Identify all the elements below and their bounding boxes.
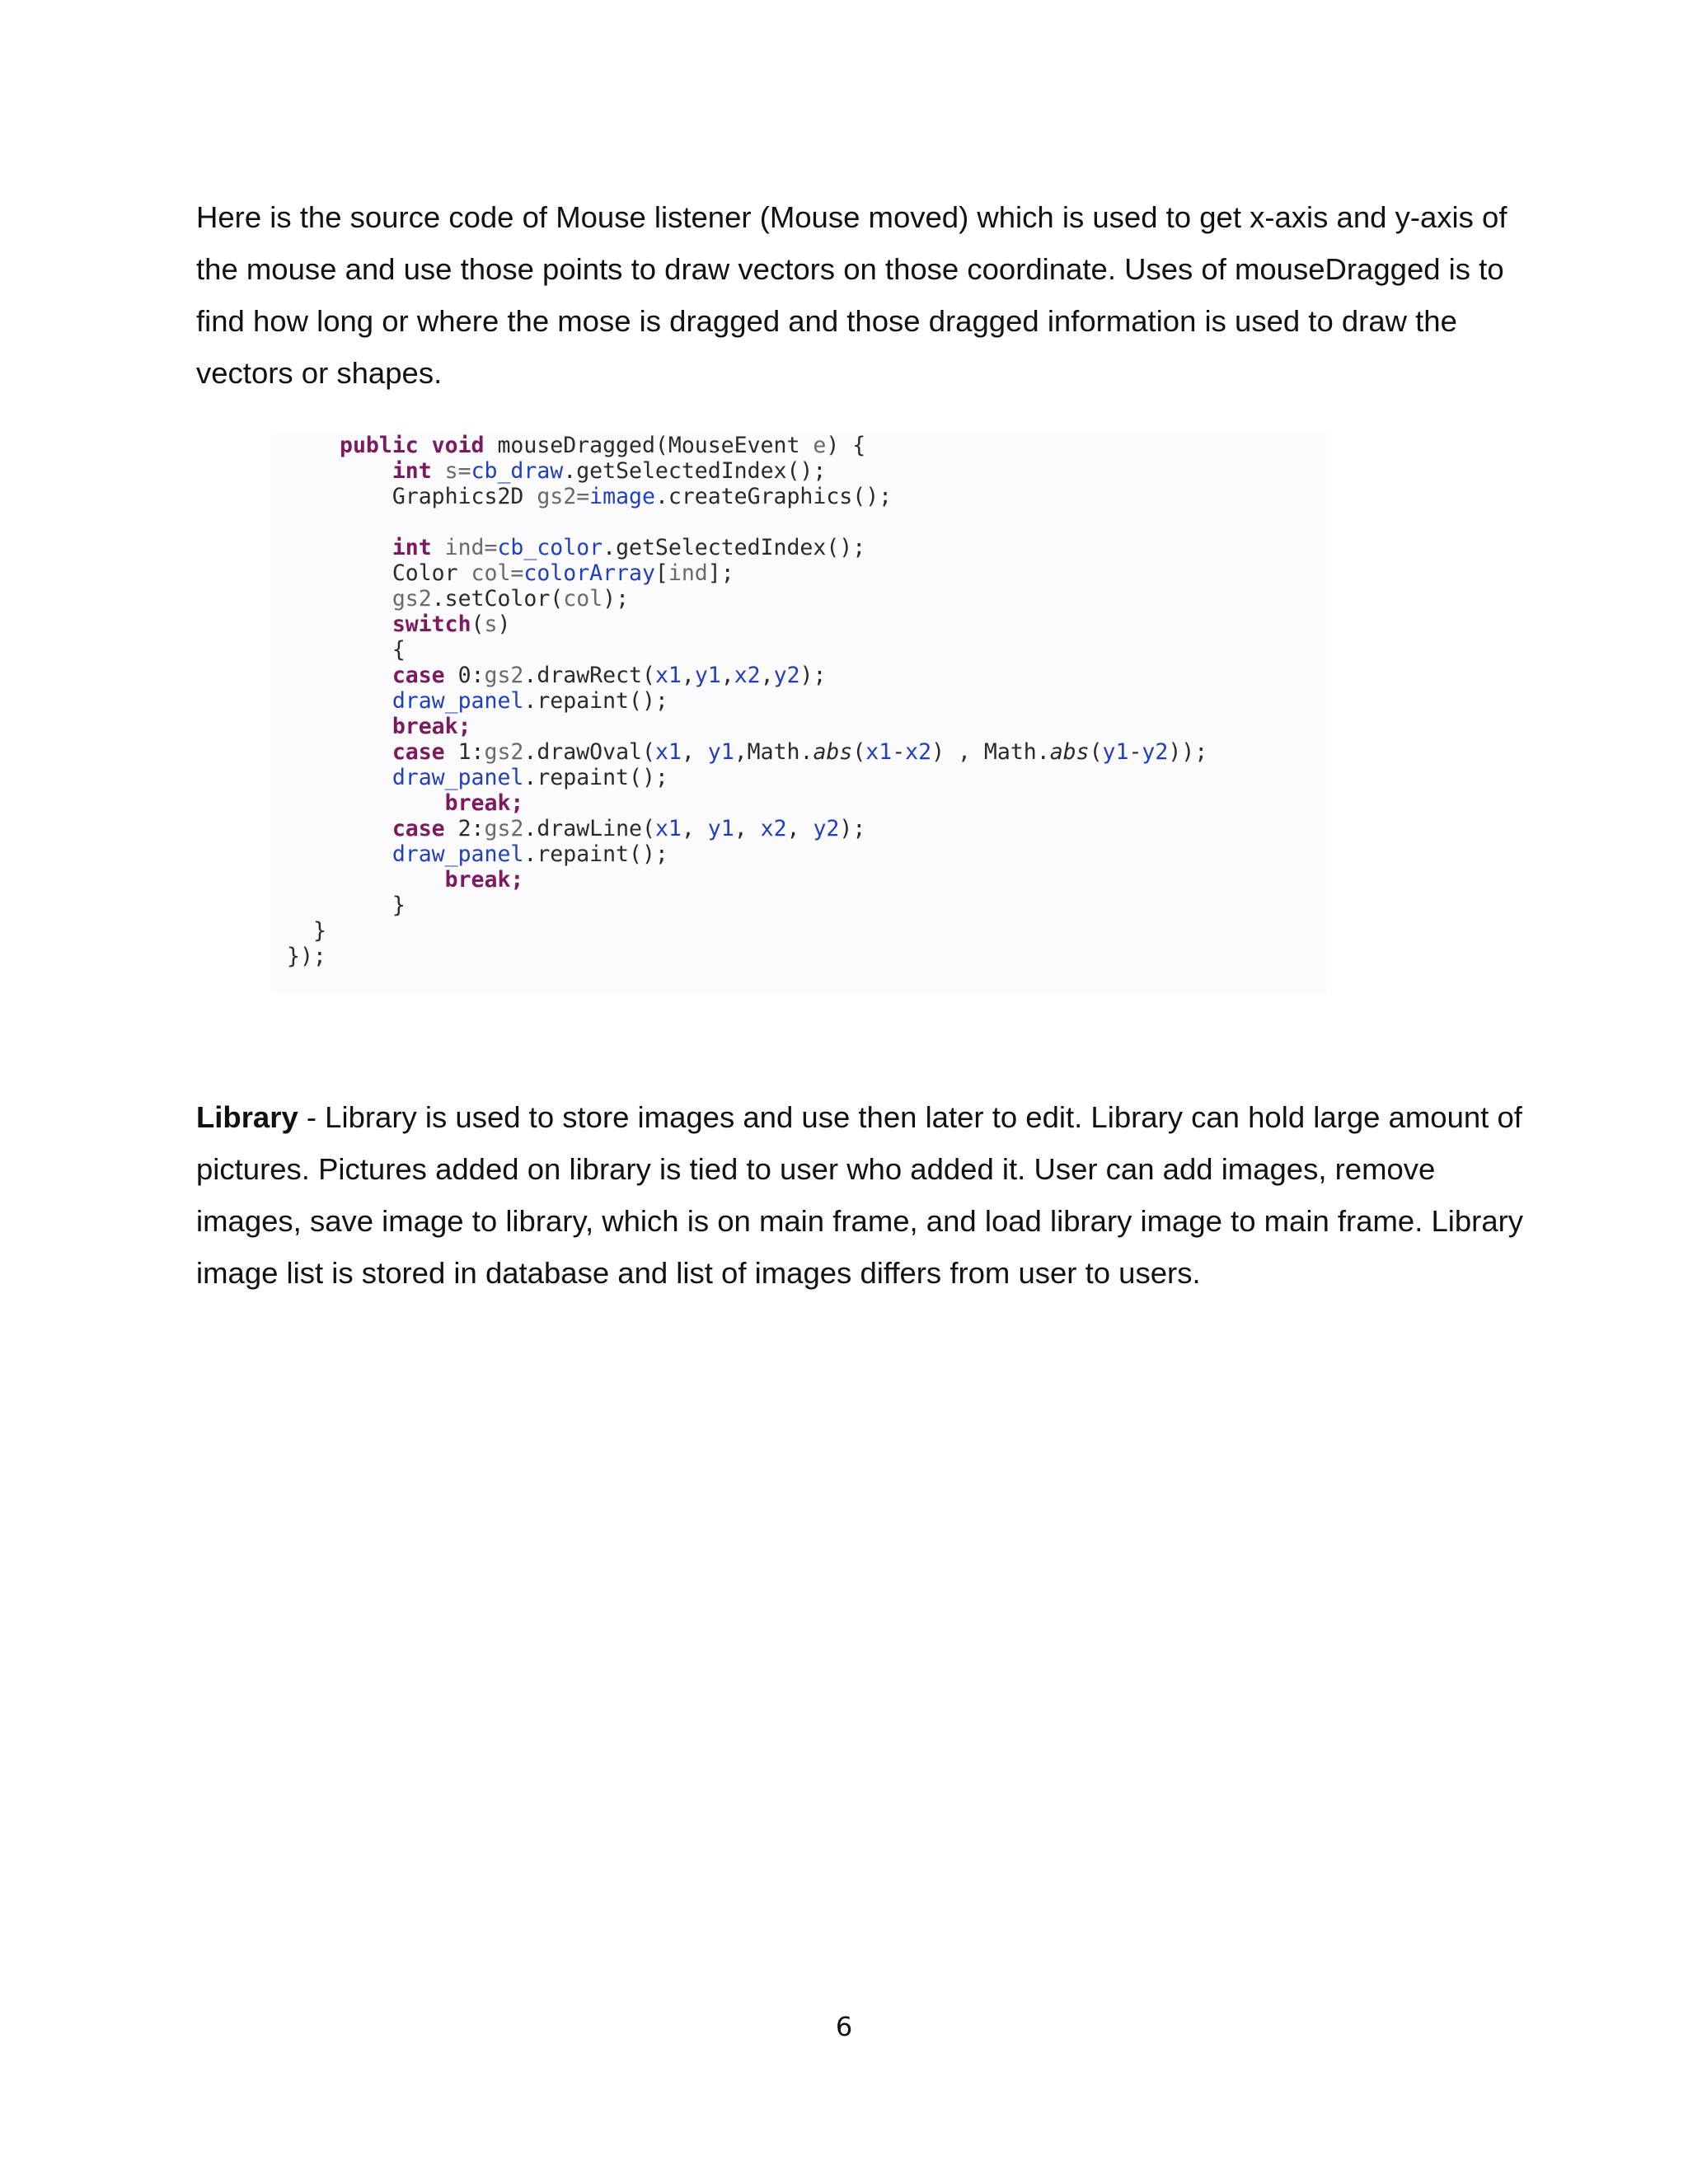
code-token: .repaint(); [523, 765, 668, 790]
code-token: , [681, 816, 708, 841]
code-token: x2 [734, 663, 761, 688]
code-token: y1 [707, 816, 734, 841]
code-token: { [340, 637, 406, 663]
code-token: - [1128, 739, 1142, 765]
code-token: ); [839, 816, 866, 841]
code-token: y2 [773, 663, 800, 688]
code-token: Graphics2D [340, 484, 537, 509]
code-token: x1 [654, 816, 682, 841]
code-token: col= [471, 560, 524, 586]
code-token: - [892, 739, 906, 765]
code-token: 2: [457, 816, 485, 841]
code-line [272, 688, 1207, 714]
code-token: x2 [905, 739, 932, 765]
code-token: .setColor( [431, 586, 564, 612]
code-token: y1 [694, 663, 721, 688]
code-token: s [484, 612, 498, 637]
code-token: gs2= [537, 484, 590, 509]
code-token: break; [340, 714, 471, 739]
code-token: int [340, 535, 445, 560]
code-line [272, 944, 1207, 969]
code-token: x1 [654, 663, 682, 688]
code-token: gs2 [484, 663, 524, 688]
code-token: ]; [707, 560, 734, 586]
code-token: y2 [1142, 739, 1169, 765]
code-token: y1 [1102, 739, 1129, 765]
code-token: ind= [444, 535, 498, 560]
code-token: [ [654, 560, 668, 586]
code-line [272, 433, 1207, 458]
code-token: , [681, 663, 695, 688]
code-token: col [563, 586, 603, 612]
code-token: ) { [826, 433, 866, 458]
code-token: 0: [457, 663, 485, 688]
code-token: y1 [707, 739, 734, 765]
code-line [272, 867, 1207, 893]
code-line [272, 790, 1207, 816]
code-line [272, 765, 1207, 790]
code-token: .drawOval( [523, 739, 655, 765]
code-token: , [734, 816, 761, 841]
code-token: cb_color [497, 535, 603, 560]
library-description: - Library is used to store images and use then later to edit. Library can hold large amount of pictures. Pictures added on library is tied to user who added it. User can add images, remove images, save image to library, which is on main frame, and load library image to main frame. Library image list is stored in database and list of images differs from user to users. [196, 1100, 1524, 1290]
code-token: x2 [760, 816, 787, 841]
page-number: 6 [835, 2011, 853, 2042]
code-token: break; [340, 790, 524, 816]
code-token: ind [668, 560, 708, 586]
code-token: gs2 [484, 739, 524, 765]
library-term: Library [196, 1100, 298, 1134]
code-token: } [340, 893, 406, 918]
code-line [272, 560, 1207, 586]
code-line [272, 663, 1207, 688]
code-token: )); [1168, 739, 1208, 765]
code-line [272, 918, 1207, 944]
code-line [272, 841, 1207, 867]
code-token: gs2 [340, 586, 432, 612]
code-token: 1: [457, 739, 485, 765]
code-line [272, 637, 1207, 663]
code-token: , [720, 663, 734, 688]
code-token: gs2 [484, 816, 524, 841]
code-token: Color [340, 560, 471, 586]
code-token: }); [287, 944, 326, 969]
code-token: x1 [865, 739, 893, 765]
library-paragraph [196, 1091, 1531, 1299]
code-token: s= [444, 458, 471, 484]
code-token: draw_panel [340, 688, 524, 714]
code-token: abs [1049, 739, 1090, 765]
code-token: .repaint(); [523, 841, 668, 867]
code-token: public void [340, 433, 498, 458]
code-token: int [340, 458, 445, 484]
code-token: , [681, 739, 708, 765]
code-token: case [340, 739, 458, 765]
code-line [272, 458, 1207, 484]
code-token: abs [813, 739, 853, 765]
code-token: case [340, 663, 458, 688]
code-token: , [786, 816, 814, 841]
code-token: .getSelectedIndex(); [603, 535, 866, 560]
code-token: case [340, 816, 458, 841]
code-line [272, 586, 1207, 612]
code-line [272, 484, 1207, 509]
code-token: .createGraphics(); [654, 484, 893, 509]
code-lines [272, 433, 1207, 969]
code-token: .drawLine( [523, 816, 655, 841]
code-line [272, 612, 1207, 637]
code-token: break; [340, 867, 524, 893]
code-token: ( [1089, 739, 1103, 765]
intro-paragraph: Here is the source code of Mouse listener (Mouse moved) which is used to get x-axis and y-axis of the mouse and use those points to draw vectors on those coordinate. Uses of mouseDragged is to find how long or where the mose is dragged and those dragged information is used to draw the vectors or shapes. [196, 200, 1507, 390]
code-token: y2 [813, 816, 840, 841]
code-token: } [313, 918, 326, 944]
code-token: .drawRect( [523, 663, 655, 688]
code-token: ,Math. [734, 739, 814, 765]
code-token: switch [340, 612, 471, 637]
code-token: e [813, 433, 827, 458]
code-token: .getSelectedIndex(); [563, 458, 827, 484]
code-line [272, 714, 1207, 739]
code-token: x1 [654, 739, 682, 765]
code-token: ( [471, 612, 485, 637]
code-token: ); [603, 586, 630, 612]
code-token: , [760, 663, 774, 688]
code-token: ( [852, 739, 866, 765]
code-token: cb_draw [471, 458, 564, 484]
code-token: ) , Math. [931, 739, 1050, 765]
code-line [272, 739, 1207, 765]
code-line [272, 535, 1207, 560]
code-token: image [589, 484, 655, 509]
code-token: ) [497, 612, 511, 637]
code-token: draw_panel [340, 841, 524, 867]
code-token: mouseDragged(MouseEvent [497, 433, 814, 458]
code-token: colorArray [523, 560, 655, 586]
code-token: ); [799, 663, 827, 688]
code-line [272, 509, 1207, 535]
code-screenshot [272, 433, 1327, 993]
code-line [272, 893, 1207, 918]
code-token: .repaint(); [523, 688, 668, 714]
code-line [272, 816, 1207, 841]
code-token: draw_panel [340, 765, 524, 790]
